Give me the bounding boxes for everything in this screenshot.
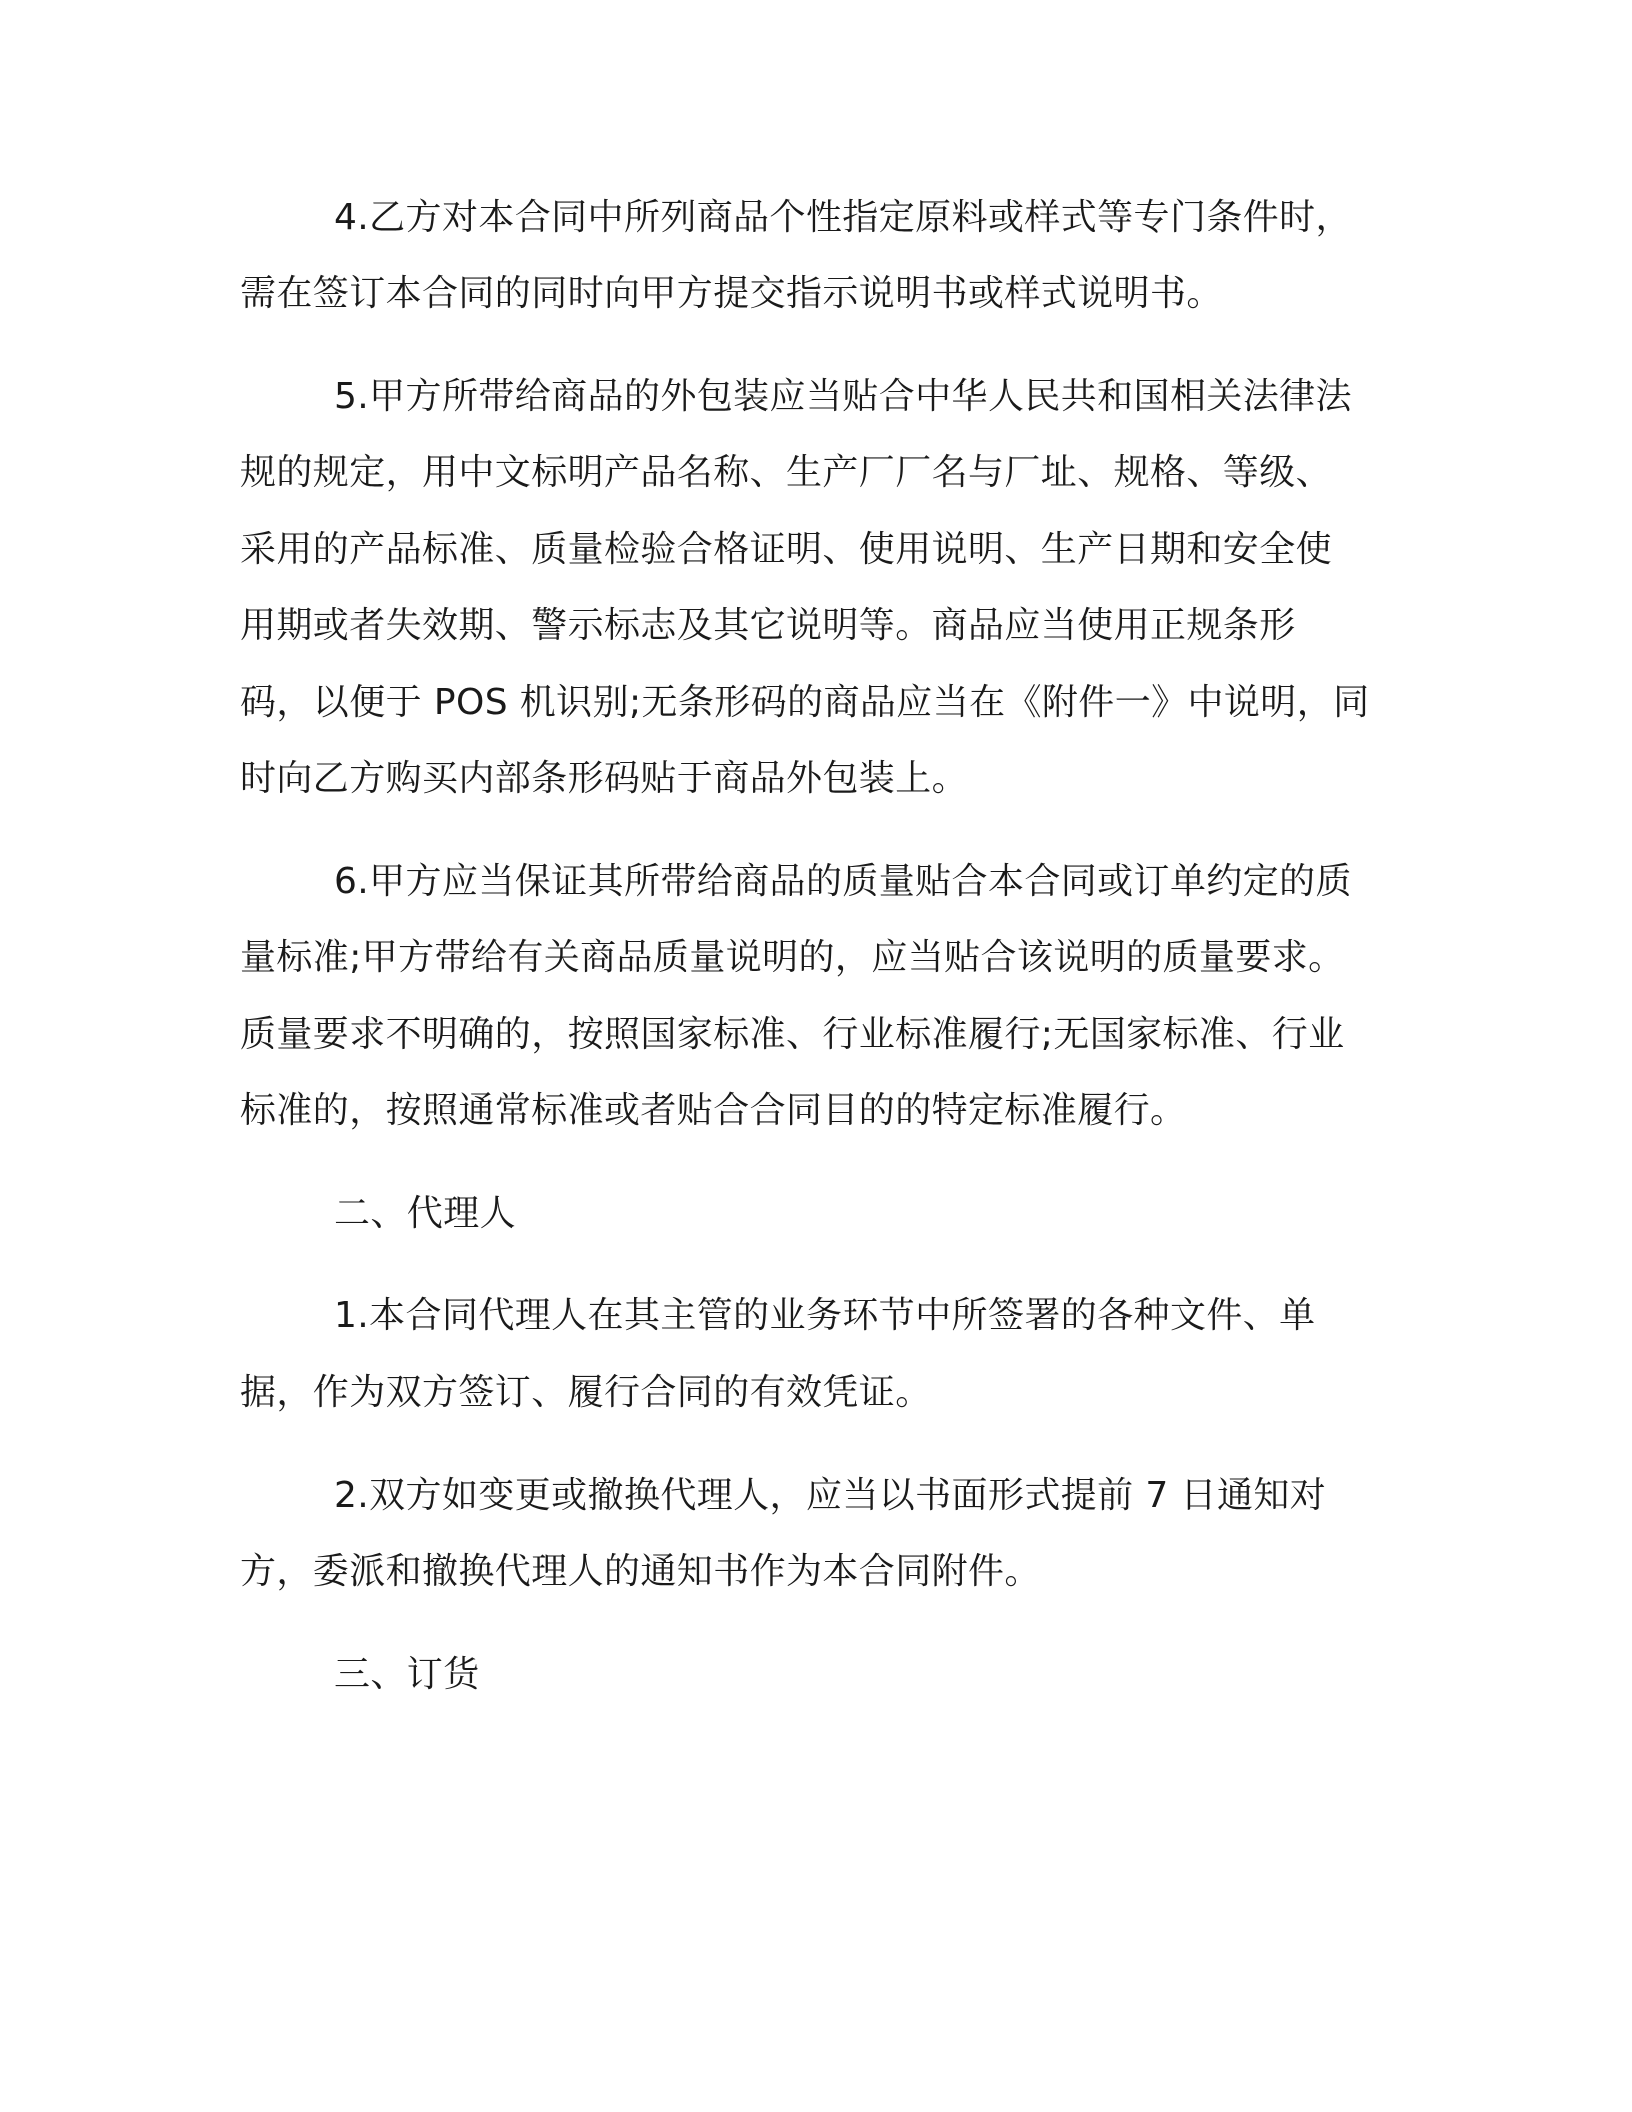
clause-4-line-2: 需在签订本合同的同时向甲方提交指示说明书或样式说明书。 — [240, 273, 1223, 314]
agent-clause-2-line-2: 方，委派和撤换代理人的通知书作为本合同附件。 — [240, 1551, 1041, 1592]
clause-5-line-5: 码，以便于 POS 机识别;无条形码的商品应当在《附件一》中说明，同 — [240, 682, 1370, 723]
clause-5-line-4: 用期或者失效期、警示标志及其它说明等。商品应当使用正规条形 — [240, 605, 1296, 646]
clause-5-line-6: 时向乙方购买内部条形码贴于商品外包装上。 — [240, 758, 969, 799]
agent-clause-2-line-1: 2.双方如变更或撤换代理人，应当以书面形式提前 7 日通知对 — [334, 1475, 1327, 1516]
clause-6-line-4: 标准的，按照通常标准或者贴合合同目的的特定标准履行。 — [240, 1090, 1187, 1131]
section-heading-agent: 二、代理人 — [334, 1193, 517, 1234]
clause-5-line-1: 5.甲方所带给商品的外包装应当贴合中华人民共和国相关法律法 — [334, 376, 1352, 417]
section-heading-ordering: 三、订货 — [334, 1654, 480, 1695]
clause-6-line-3: 质量要求不明确的，按照国家标准、行业标准履行;无国家标准、行业 — [240, 1014, 1345, 1055]
clause-5-line-3: 采用的产品标准、质量检验合格证明、使用说明、生产日期和安全使 — [240, 529, 1333, 570]
agent-clause-1-line-1: 1.本合同代理人在其主管的业务环节中所签署的各种文件、单 — [334, 1295, 1316, 1336]
clause-4-line-1: 4.乙方对本合同中所列商品个性指定原料或样式等专门条件时， — [334, 197, 1352, 238]
agent-clause-1-line-2: 据，作为双方签订、履行合同的有效凭证。 — [240, 1372, 932, 1413]
clause-6-line-2: 量标准;甲方带给有关商品质量说明的，应当贴合该说明的质量要求。 — [240, 937, 1345, 978]
clause-6-line-1: 6.甲方应当保证其所带给商品的质量贴合本合同或订单约定的质 — [334, 861, 1352, 902]
clause-5-line-2: 规的规定，用中文标明产品名称、生产厂厂名与厂址、规格、等级、 — [240, 452, 1333, 493]
